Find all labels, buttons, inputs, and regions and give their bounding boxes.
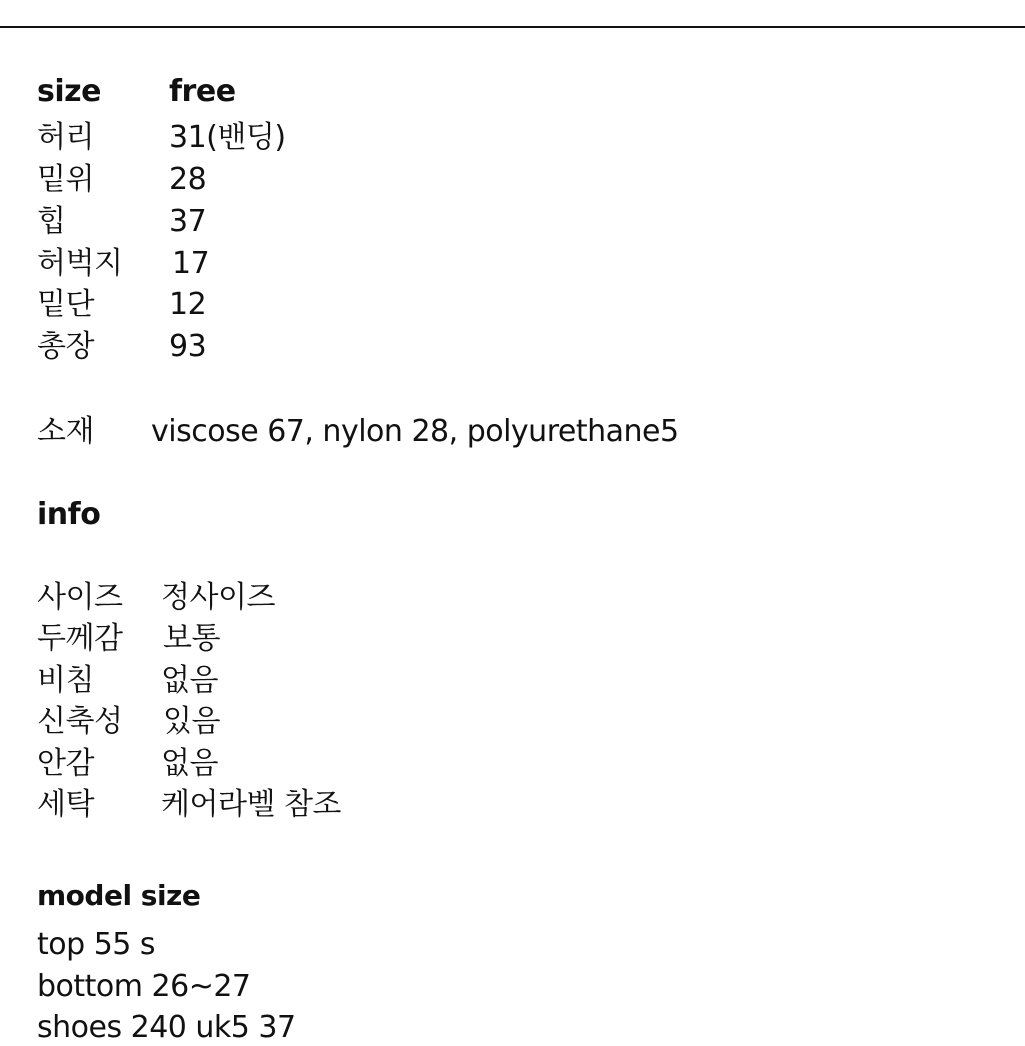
model-size-heading: model size: [37, 879, 201, 912]
top-divider: [0, 26, 1025, 28]
info-row-label: 안감: [37, 746, 94, 781]
info-row-value: 있음: [163, 704, 220, 739]
size-row-value: 28: [169, 162, 207, 197]
size-row-value: 17: [172, 246, 210, 281]
size-header-value: free: [169, 74, 236, 109]
size-row-label: 허벅지: [37, 246, 123, 281]
size-row-rise: [37, 162, 207, 198]
material-value: viscose 67, nylon 28, polyurethane5: [151, 414, 679, 449]
info-row-label: 사이즈: [37, 580, 123, 615]
size-row-value: 37: [169, 204, 207, 239]
size-row-label: 허리: [37, 120, 94, 155]
info-row-stretch: [37, 704, 220, 740]
model-size-line-shoes: shoes 240 uk5 37: [37, 1010, 296, 1045]
info-row-label: 세탁: [37, 787, 94, 822]
size-row-value: 93: [169, 329, 207, 364]
size-row-value: 31(밴딩): [169, 120, 286, 155]
size-row-label: 총장: [37, 329, 94, 364]
size-header-row: [37, 74, 236, 110]
info-row-value: 보통: [163, 621, 220, 656]
size-header-label: size: [37, 74, 101, 109]
info-row-label: 비침: [37, 663, 94, 698]
size-row-label: 힙: [37, 204, 66, 239]
size-row-waist: [37, 120, 286, 156]
model-size-line-bottom: bottom 26~27: [37, 969, 251, 1004]
info-row-sheerness: [37, 663, 218, 699]
info-row-size: [37, 580, 275, 616]
model-size-line-top: top 55 s: [37, 927, 156, 962]
size-row-label: 밑위: [37, 162, 94, 197]
size-row-value: 12: [169, 287, 207, 322]
size-row-hip: [37, 204, 207, 240]
size-row-hem: [37, 287, 207, 323]
info-row-value: 케어라벨 참조: [161, 787, 341, 822]
info-row-value: 없음: [161, 746, 218, 781]
size-row-label: 밑단: [37, 287, 94, 322]
info-row-lining: [37, 746, 218, 782]
info-row-value: 없음: [161, 663, 218, 698]
info-heading: info: [37, 497, 101, 532]
material-row: [37, 414, 679, 450]
size-row-thigh: [37, 246, 210, 282]
size-row-length: [37, 329, 207, 365]
info-row-label: 신축성: [37, 704, 123, 739]
info-row-thickness: [37, 621, 220, 657]
material-label: 소재: [37, 414, 94, 449]
info-row-label: 두께감: [37, 621, 123, 656]
info-row-washing: [37, 787, 341, 823]
info-row-value: 정사이즈: [161, 580, 275, 615]
